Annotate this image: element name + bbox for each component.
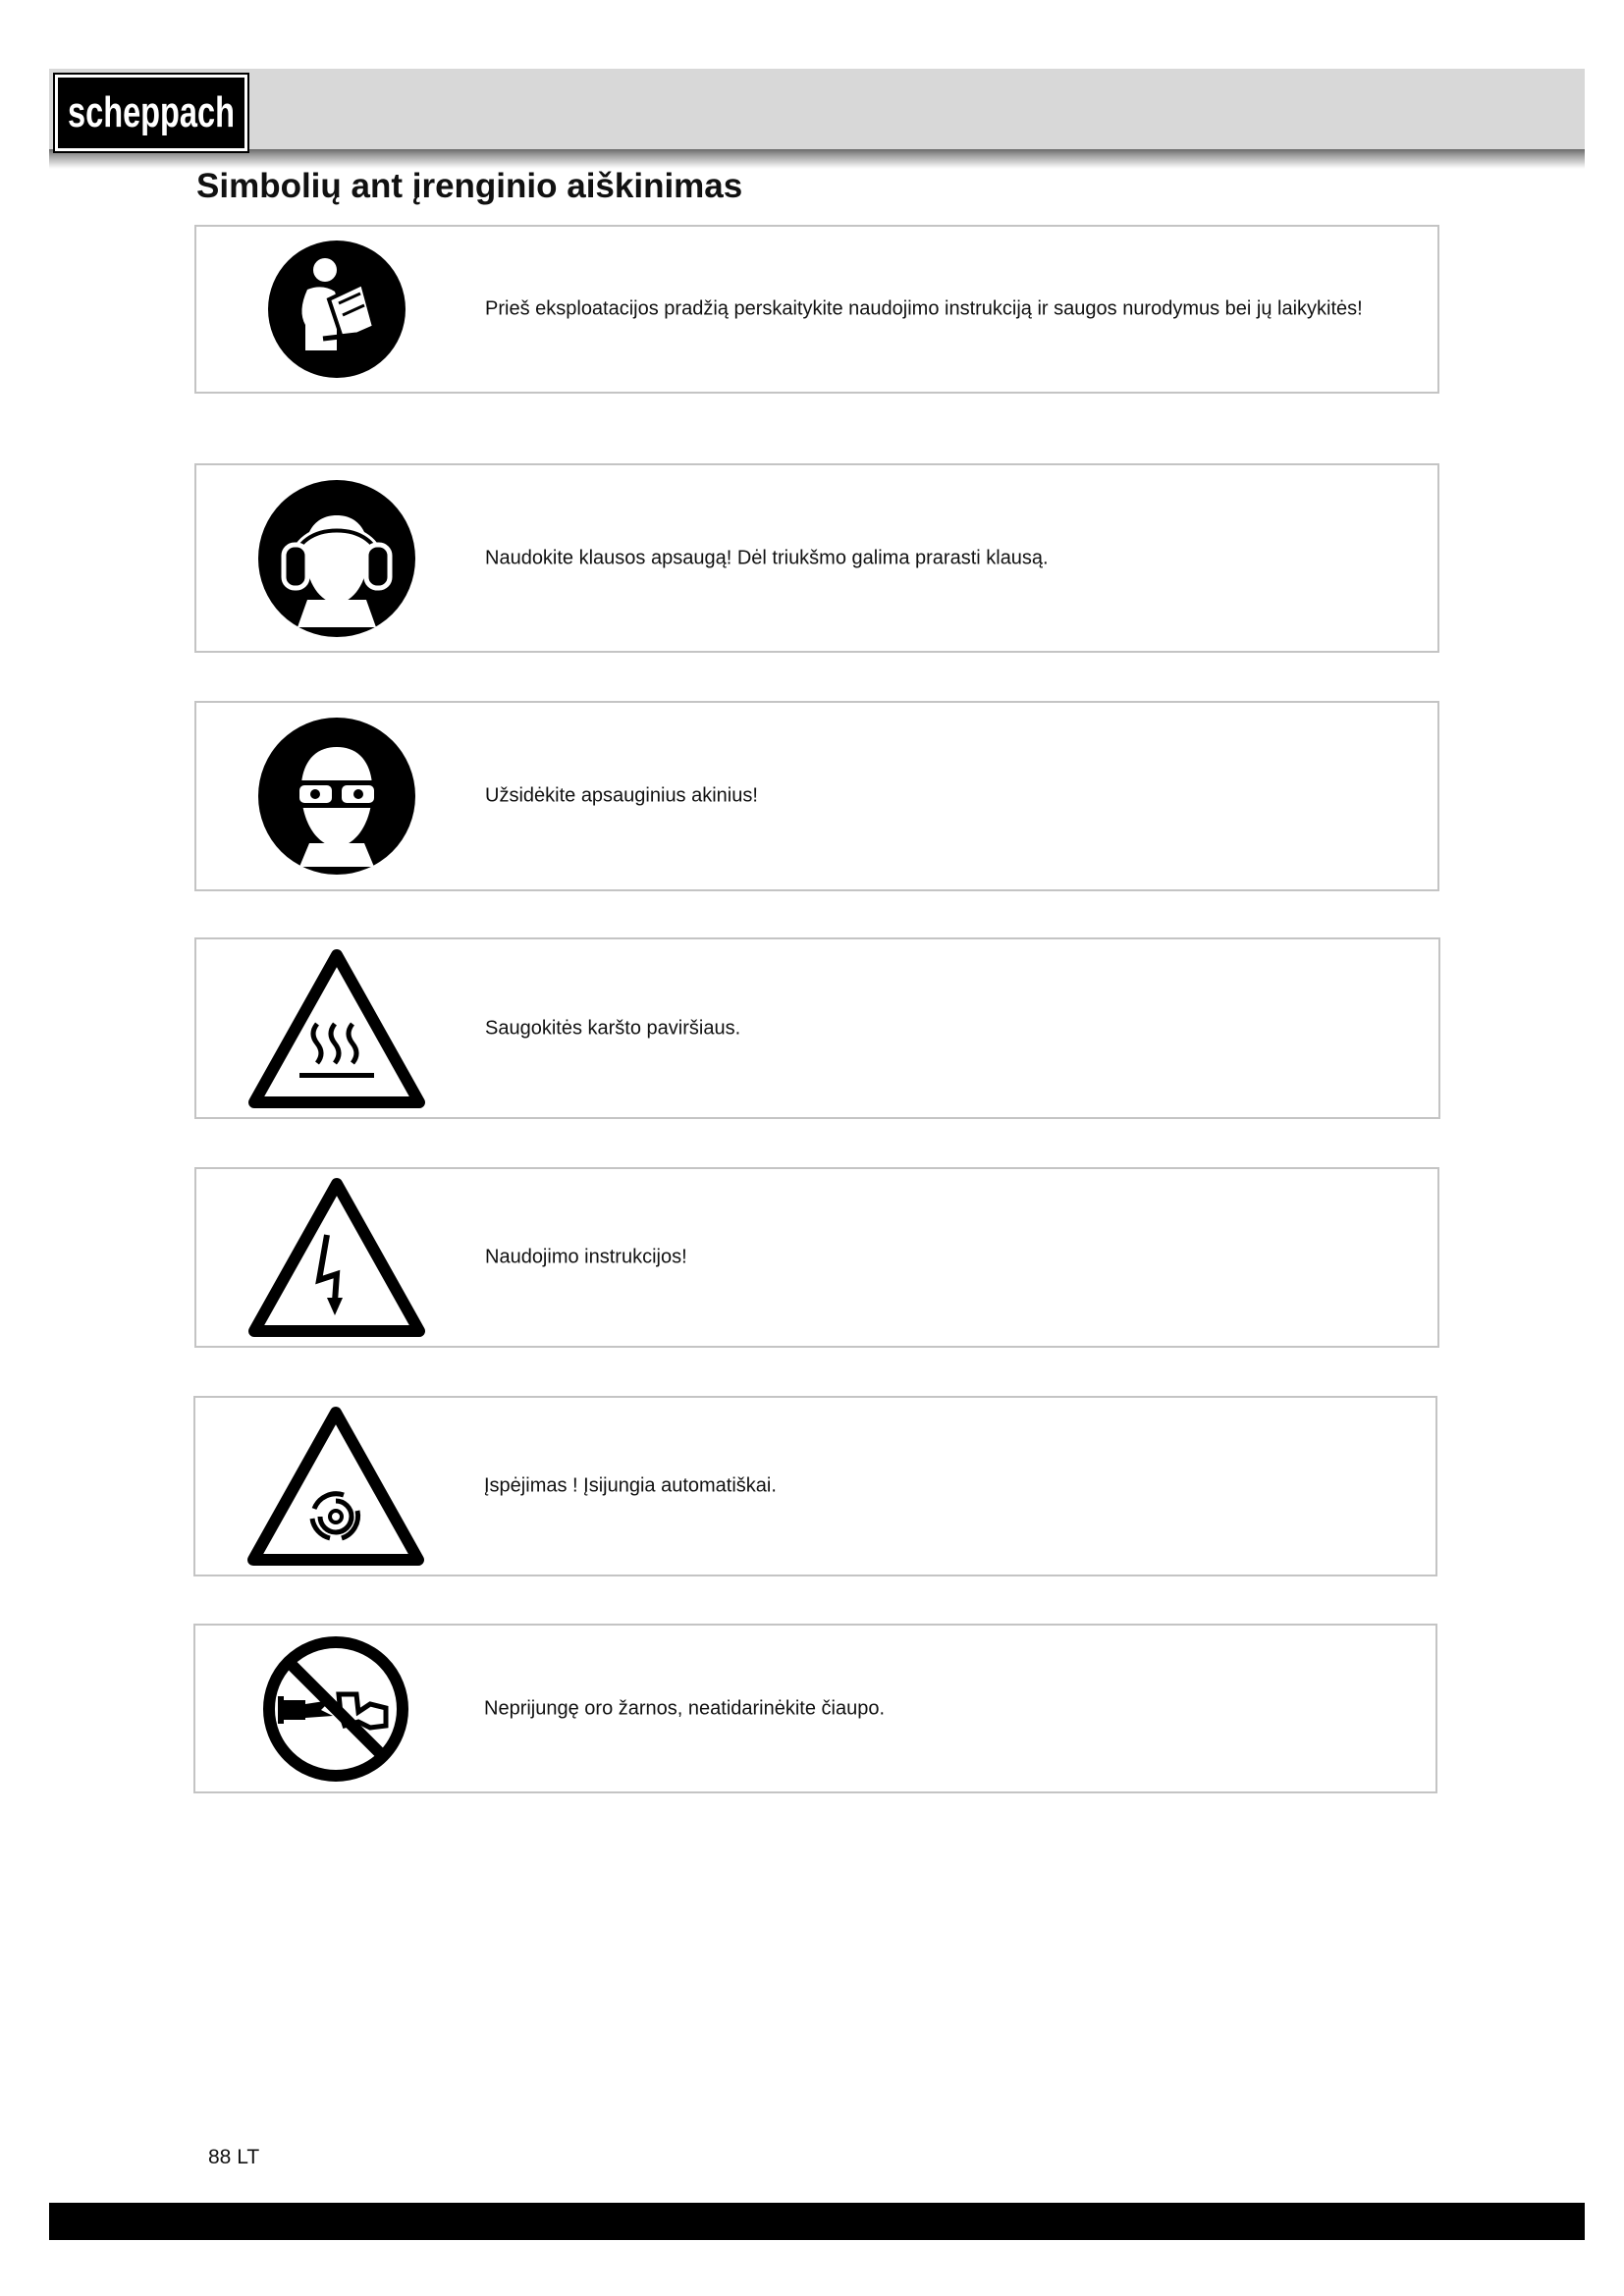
header-shadow xyxy=(49,149,1585,169)
scheppach-logo xyxy=(55,75,247,151)
symbol-text: Užsidėkite apsauginius akinius! xyxy=(485,784,758,807)
symbol-text: Neprijungę oro žarnos, neatidarinėkite čiaupo. xyxy=(484,1697,886,1719)
eye-protection-icon xyxy=(244,713,430,880)
ear-protection-icon xyxy=(244,475,430,642)
header-bar xyxy=(49,69,1585,151)
hot-surface-warning-icon xyxy=(244,945,430,1112)
read-manual-icon xyxy=(244,226,430,393)
symbol-row xyxy=(193,1396,1437,1576)
electric-shock-warning-icon xyxy=(244,1174,430,1341)
automatic-start-warning-icon xyxy=(243,1403,429,1570)
page-title: Simbolių ant įrenginio aiškinimas xyxy=(196,167,743,205)
symbol-text: Prieš eksploatacijos pradžią perskaitykite naudojimo instrukciją ir saugos nurodymus bei jų laikykitės! xyxy=(485,297,1363,320)
symbol-row xyxy=(194,225,1439,394)
footer-bar xyxy=(49,2203,1585,2240)
logo-text: scheppach xyxy=(68,88,235,136)
no-open-valve-without-hose-icon xyxy=(243,1626,429,1792)
symbol-text: Naudokite klausos apsaugą! Dėl triukšmo galima prarasti klausą. xyxy=(485,547,1049,568)
symbol-text: Naudojimo instrukcijos! xyxy=(485,1246,687,1268)
symbol-row xyxy=(194,937,1440,1119)
symbol-row xyxy=(194,463,1439,653)
symbol-text: Įspėjimas ! Įsijungia automatiškai. xyxy=(484,1474,777,1497)
symbol-text: Saugokitės karšto paviršiaus. xyxy=(485,1017,741,1039)
symbol-row xyxy=(193,1624,1437,1793)
symbol-row xyxy=(194,701,1439,891)
symbol-row xyxy=(194,1167,1439,1348)
page-number: 88 LT xyxy=(208,2146,260,2168)
